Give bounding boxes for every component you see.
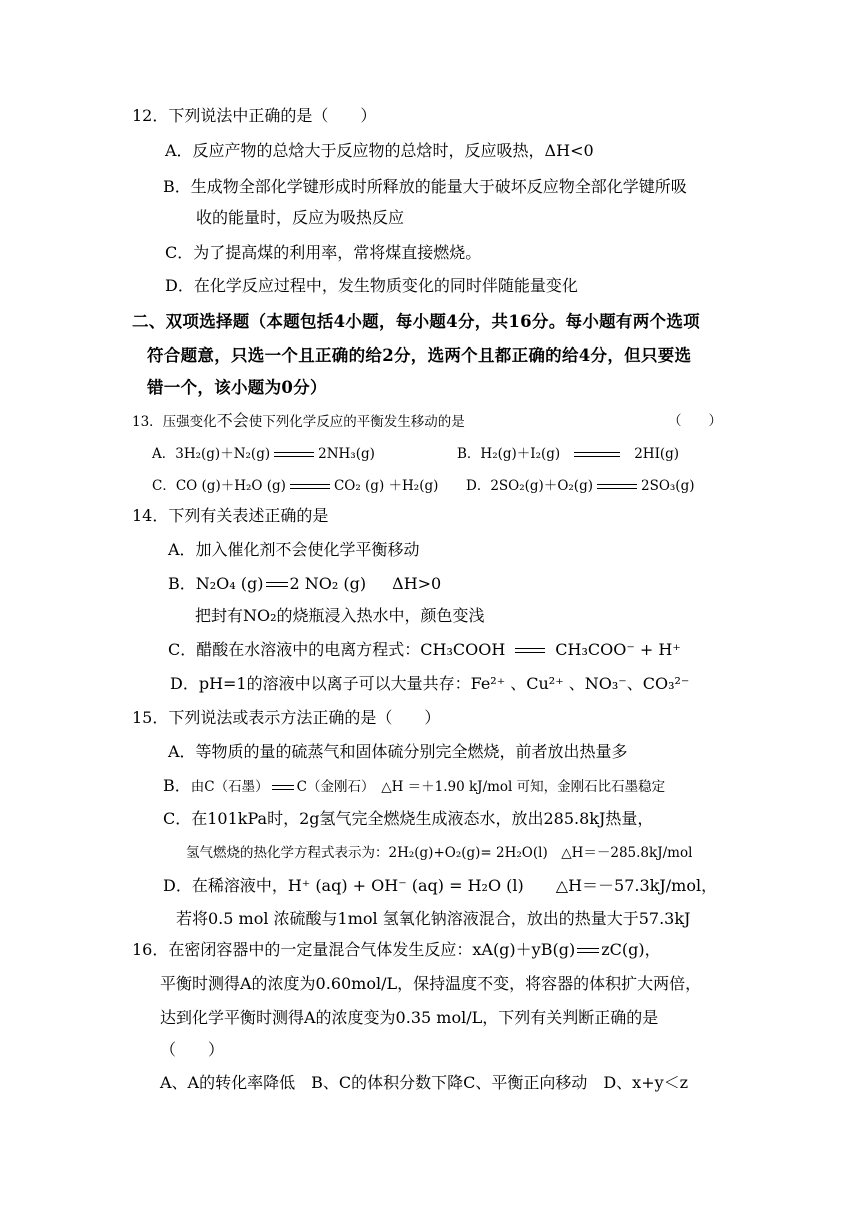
reversible-arrow-icon [577,947,599,955]
q13-answer-paren: （ ） [668,413,722,429]
q13-option-b [457,443,679,465]
q12-stem: 12．下列说法中正确的是（ ） [132,106,377,125]
q15-b-label: B． [163,776,191,795]
q15-option-d-line2: 若将0.5 mol 浓硫酸与1mol 氢氧化钠溶液混合，放出的热量大于57.3kJ [176,909,691,928]
q13-b-label: B． [457,446,481,462]
section2-heading-line1: 二、双项选择题（本题包括4小题，每小题4分，共16分。每小题有两个选项 [132,312,700,331]
q15-option-c-line1: C．在101kPa时，2g氢气完全燃烧生成液态水，放出285.8kJ热量， [163,809,654,828]
q13-b-left: H₂(g)＋I₂(g) [480,446,561,462]
q13-d-label: D． [466,478,491,494]
q13-stem-post: 使下列化学反应的平衡发生移动的是 [248,414,465,430]
reversible-arrow-icon [597,482,637,492]
q13-c-label: C． [152,478,176,494]
reversible-arrow-icon [515,646,545,656]
q13-c-right: CO₂ (g) ＋H₂(g) [333,478,439,494]
q13-option-c [152,475,438,497]
q13-stem-emphasis: 不会 [216,411,249,430]
q12-option-b-line2: 收的能量时，反应为吸热反应 [196,208,405,227]
q13-option-d [466,475,694,497]
q13-d-right: 2SO₃(g) [640,478,695,494]
q13-stem [132,410,465,433]
q14-option-a: A．加入催化剂不会使化学平衡移动 [168,540,420,559]
q14-b-label: B． [168,574,196,593]
q14-option-c [168,639,681,661]
q14-c-right: CH₃COO⁻ + H⁺ [555,640,681,659]
q15-stem: 15．下列说法或表示方法正确的是（ ） [132,708,441,727]
q15-b-right: C（金刚石） △H ＝＋1.90 kJ/mol 可知，金刚石比石墨稳定 [296,779,666,795]
q14-b-left: N₂O₄ (g) [195,574,264,593]
q13-c-left: CO (g)＋H₂O (g) [175,478,286,494]
reversible-arrow-icon [274,450,314,460]
q14-option-b-line2: 把封有NO₂的烧瓶浸入热水中，颜色变浅 [195,606,485,625]
q13-d-left: 2SO₂(g)＋O₂(g) [490,478,593,494]
reversible-arrow-icon [266,581,288,589]
q16-options: A、A的转化率降低 B、C的体积分数下降C、平衡正向移动 D、x+y＜z [160,1073,689,1092]
q13-option-a [152,443,375,465]
q15-b-left: 由C（石墨） [190,779,269,795]
q14-c-left: CH₃COOH [420,640,506,659]
reversible-arrow-icon [574,450,620,460]
q15-option-b [163,775,665,798]
equals-sign-icon [272,783,294,793]
q12-option-d: D．在化学反应过程中，发生物质变化的同时伴随能量变化 [165,276,578,295]
section2-heading-line2: 符合题意，只选一个且正确的给2分，选两个且都正确的给4分，但只要选 [147,346,692,365]
q12-option-a: A．反应产物的总焓大于反应物的总焓时，反应吸热，ΔH<0 [165,141,594,160]
q15-option-d-line1: D．在稀溶液中，H⁺ (aq) + OH⁻ (aq) = H₂O (l) △H＝－57.3kJ/mol， [163,876,718,895]
q12-option-c: C．为了提高煤的利用率，常将煤直接燃烧。 [165,243,482,262]
q15-option-a: A．等物质的量的硫蒸气和固体硫分别完全燃烧，前者放出热量多 [168,742,628,761]
q16-line3: 达到化学平衡时测得A的浓度变为0.35 mol/L，下列有关判断正确的是 [160,1008,659,1027]
q14-stem: 14．下列有关表述正确的是 [132,506,329,525]
q16-stem [132,939,661,961]
q16-stem-left: 16．在密闭容器中的一定量混合气体发生反应：xA(g)＋yB(g) [132,940,576,959]
q14-option-d: D．pH=1的溶液中以离子可以大量共存：Fe²⁺ 、Cu²⁺ 、NO₃⁻、CO₃²⁻ [170,674,690,693]
q14-c-label: C．醋酸在水溶液中的电离方程式： [168,640,421,659]
q15-option-c-line2: 氢气燃烧的热化学方程式表示为：2H₂(g)+O₂(g)= 2H₂O(l) △H＝－285.8kJ/mol [186,845,693,861]
q12-option-b-line1: B．生成物全部化学键形成时所释放的能量大于破坏反应物全部化学键所吸 [163,177,687,196]
q16-answer-paren: （ ） [160,1040,225,1059]
q13-a-left: 3H₂(g)＋N₂(g) [175,446,271,462]
q14-option-b [168,573,441,595]
q16-line2: 平衡时测得A的浓度为0.60mol/L，保持温度不变，将容器的体积扩大两倍， [160,974,702,993]
q14-b-delta-h: ΔH>0 [392,574,442,593]
q13-stem-pre: 13．压强变化 [132,414,217,430]
q13-a-right: 2NH₃(g) [318,446,375,462]
q16-stem-right: zC(g)， [601,940,661,959]
q13-a-label: A． [152,446,176,462]
q14-b-right: 2 NO₂ (g) [289,574,367,593]
reversible-arrow-icon [290,482,330,492]
section2-heading-line3: 错一个，该小题为0分） [147,378,327,397]
q13-b-right: 2HI(g) [634,446,680,462]
